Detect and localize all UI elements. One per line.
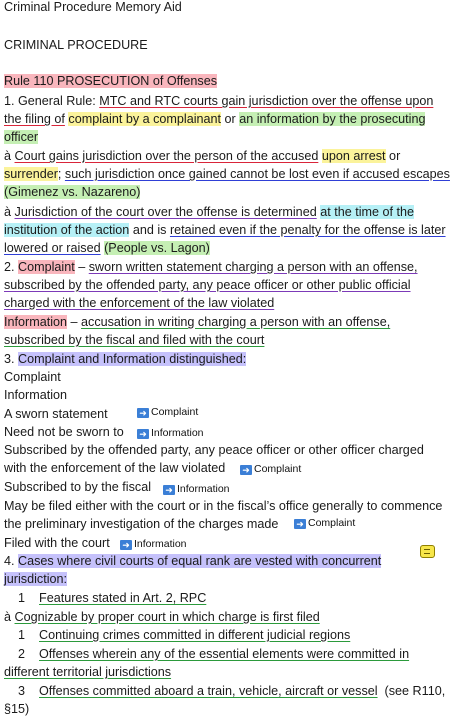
link-label: Information <box>177 483 230 495</box>
case-citation-lagon: (People vs. Lagon) <box>104 241 210 255</box>
rule-text: Rule 110 PROSECUTION of Offenses <box>4 74 218 88</box>
person-jurisdiction-line-3 <box>4 183 140 202</box>
and-is-text: and is <box>129 223 170 237</box>
distinguished-heading: Complaint and Information distinguished: <box>18 352 247 366</box>
general-rule-label: 1. General Rule: <box>4 94 100 108</box>
general-rule-text: MTC and RTC courts gain jurisdiction over the offense upon <box>99 94 434 108</box>
sub-item-2-line-2 <box>4 663 171 682</box>
arrow-right-icon: ➜ <box>240 465 252 475</box>
row-sworn-statement <box>4 405 108 424</box>
information-definition-text-cont: subscribed by the fiscal and filed with the court <box>4 333 265 347</box>
row-subscribed-fiscal <box>4 478 151 497</box>
person-jurisdiction-text: Court gains jurisdiction over the person of the accused <box>14 149 319 163</box>
link-label: Complaint <box>254 463 302 475</box>
row-subscribed-offended-2 <box>4 459 225 478</box>
row-text: the preliminary investigation of the charges made <box>4 517 279 531</box>
upon-arrest-highlight: upon arrest <box>321 149 386 163</box>
row-filed-court <box>4 534 110 553</box>
information-link[interactable] <box>137 424 204 443</box>
feature-item <box>4 589 206 608</box>
person-jurisdiction-line-2 <box>4 165 450 184</box>
surrender-highlight: surrender <box>4 167 58 181</box>
item-number: 1 <box>4 628 39 642</box>
complaint-highlight: complaint by a complainant <box>68 112 222 126</box>
general-rule-text-cont: the filing of <box>4 112 65 126</box>
column-header-information <box>4 386 67 405</box>
jurisdiction-retained-text: such jurisdiction once gained cannot be lost even if accused escapes <box>64 167 450 181</box>
institution-highlight: institution of the action <box>4 223 130 237</box>
arrow-glyph: à <box>4 205 15 219</box>
complaint-definition-line-3 <box>4 294 274 313</box>
complaint-link[interactable] <box>294 514 355 533</box>
information-highlight: an information by the prosecuting <box>239 112 426 126</box>
sub-item-2-line-1 <box>4 645 409 664</box>
column-header-complaint <box>4 368 61 387</box>
section-text: CRIMINAL PROCEDURE <box>4 38 148 52</box>
row-text: Subscribed by the offended party, any peace officer or other officer charged <box>4 443 424 457</box>
complaint-definition-text-end: charged with the enforcement of the law violated <box>4 296 275 310</box>
complaint-definition-text-cont: subscribed by the offended party, any peace officer or other public official <box>4 278 411 292</box>
sub-item-3-tail <box>4 700 29 719</box>
cognizable-line <box>4 608 320 627</box>
semicolon: ; <box>57 167 65 181</box>
offense-jurisdiction-line-3 <box>4 239 210 258</box>
item-number: 2. <box>4 260 19 274</box>
arrow-right-icon: ➜ <box>137 408 149 418</box>
row-subscribed-offended-1 <box>4 441 424 460</box>
row-need-not-sworn <box>4 423 124 442</box>
document-title <box>4 0 182 17</box>
case-citation-gimenez: (Gimenez vs. Nazareno) <box>4 185 141 199</box>
arrow-glyph: à <box>4 149 15 163</box>
lowered-raised-text: lowered or raised <box>4 241 101 255</box>
arrow-right-icon: ➜ <box>120 540 132 550</box>
or-text: or <box>221 112 240 126</box>
row-text: Filed with the court <box>4 536 110 550</box>
row-text: May be filed either with the court or in the fiscal’s office generally to commence <box>4 499 443 513</box>
link-label: Information <box>151 427 204 439</box>
sub-item-text-cont: different territorial jurisdictions <box>4 665 172 679</box>
row-text: Need not be sworn to <box>4 425 124 439</box>
dash: – <box>74 260 89 274</box>
complaint-definition-text: sworn written statement charging a person with an offense, <box>88 260 418 274</box>
sub-item-text: Continuing crimes committed in different judicial regions <box>39 628 351 642</box>
reference-text: (see R110, <box>377 684 446 698</box>
retained-penalty-text: retained even if the penalty for the offense is later <box>169 223 446 237</box>
item-number: 1 <box>4 591 39 605</box>
or-text: or <box>385 149 401 163</box>
title-text: Criminal Procedure Memory Aid <box>4 0 182 14</box>
note-icon[interactable] <box>420 545 435 558</box>
officer-highlight: officer <box>4 130 39 144</box>
feature-text: Features stated in Art. 2, RPC <box>39 591 207 605</box>
complaint-link[interactable] <box>137 403 198 422</box>
person-jurisdiction-line-1 <box>4 147 400 166</box>
sub-item-text: Offenses wherein any of the essential elements were committed in <box>39 647 410 661</box>
offense-jurisdiction-line-2 <box>4 221 446 240</box>
link-label: Complaint <box>308 517 356 529</box>
item-number: 3 <box>4 684 39 698</box>
section-heading <box>4 36 148 55</box>
row-filed-fiscal-2 <box>4 515 278 534</box>
sub-item-3 <box>4 682 445 701</box>
section-4-heading-1 <box>4 552 381 571</box>
information-link[interactable] <box>163 480 230 499</box>
offense-jurisdiction-line-1 <box>4 203 414 222</box>
section-reference: §15) <box>4 702 30 716</box>
information-term: Information <box>4 315 67 329</box>
item-number: 3. <box>4 352 19 366</box>
section-4-heading-2 <box>4 570 67 589</box>
offense-jurisdiction-text: Jurisdiction of the court over the offense is determined <box>14 205 317 219</box>
general-rule-line-3 <box>4 128 38 147</box>
rule-heading <box>4 72 217 91</box>
arrow-right-icon: ➜ <box>294 519 306 529</box>
information-link[interactable] <box>120 535 187 554</box>
concurrent-jurisdiction-heading-cont: jurisdiction: <box>4 572 67 586</box>
general-rule-line-2 <box>4 110 425 129</box>
item-number: 4. <box>4 554 19 568</box>
arrow-right-icon: ➜ <box>163 485 175 495</box>
cognizable-text: Cognizable by proper court in which charge is first filed <box>14 610 320 624</box>
dash: – <box>67 315 82 329</box>
general-rule-line-1 <box>4 92 433 111</box>
sub-item-1 <box>4 626 350 645</box>
concurrent-jurisdiction-heading: Cases where civil courts of equal rank are vested with concurrent <box>18 554 382 568</box>
sub-item-text: Offenses committed aboard a train, vehicle, aircraft or vessel <box>39 684 378 698</box>
time-highlight: at the time of the <box>320 205 415 219</box>
item-number: 2 <box>4 647 39 661</box>
link-label: Information <box>134 538 187 550</box>
row-filed-fiscal-1 <box>4 497 442 516</box>
complaint-definition-line-2 <box>4 276 411 295</box>
information-definition-text: accusation in writing charging a person with an offense, <box>81 315 391 329</box>
arrow-right-icon: ➜ <box>137 429 149 439</box>
row-text: with the enforcement of the law violated <box>4 461 226 475</box>
information-definition-line-1 <box>4 313 390 332</box>
link-label: Complaint <box>151 406 199 418</box>
complaint-definition-line-1 <box>4 258 418 277</box>
information-definition-line-2 <box>4 331 264 350</box>
complaint-label: Complaint <box>4 370 61 384</box>
section-3-heading <box>4 350 246 369</box>
information-label: Information <box>4 388 67 402</box>
complaint-term: Complaint <box>18 260 75 274</box>
arrow-glyph: à <box>4 610 15 624</box>
complaint-link[interactable] <box>240 460 301 479</box>
row-text: A sworn statement <box>4 407 108 421</box>
row-text: Subscribed to by the fiscal <box>4 480 152 494</box>
